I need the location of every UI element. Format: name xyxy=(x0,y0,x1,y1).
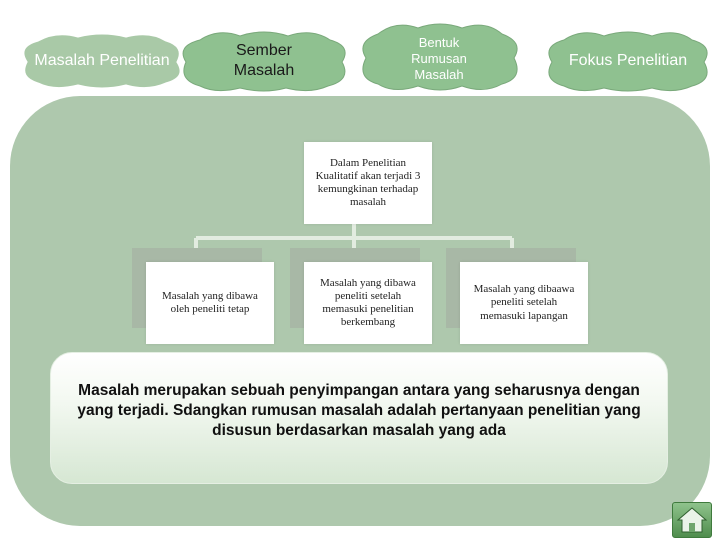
diagram-child-node xyxy=(304,262,432,344)
tab-bentuk-rumusan-masalah-label: Bentuk Rumusan Masalah xyxy=(411,34,467,83)
tab-masalah-penelitian-label: Masalah Penelitian xyxy=(34,52,170,69)
tab-sember-masalah-label: Sember Masalah xyxy=(233,42,295,79)
definition-note xyxy=(50,352,668,484)
diagram-child-node xyxy=(460,262,588,344)
diagram-child-3-text: Masalah yang dibaawa peneliti setelah memasuki lapangan xyxy=(473,283,575,322)
home-icon xyxy=(673,503,711,537)
home-button[interactable] xyxy=(672,502,712,538)
diagram-child-1-text: Masalah yang dibawa oleh peneliti tetap xyxy=(162,289,258,315)
diagram-child-2-text: Masalah yang dibawa peneliti setelah memasuki penelitian berkembang xyxy=(320,276,416,329)
diagram-child-node xyxy=(146,262,274,344)
definition-note-text: Masalah merupakan sebuah penyimpangan antara yang seharusnya dengan yang terjadi. Sdangkan rumusan masalah adalah pertanyaan penelitian yang disusun berdasarkan masalah yang ada xyxy=(77,382,641,440)
tab-fokus-penelitian-label: Fokus Penelitian xyxy=(568,52,688,69)
diagram-root-node xyxy=(304,142,432,224)
diagram-root-text: Dalam Penelitian Kualitatif akan terjadi 3 kemungkinan terhadap masalah xyxy=(315,156,421,209)
